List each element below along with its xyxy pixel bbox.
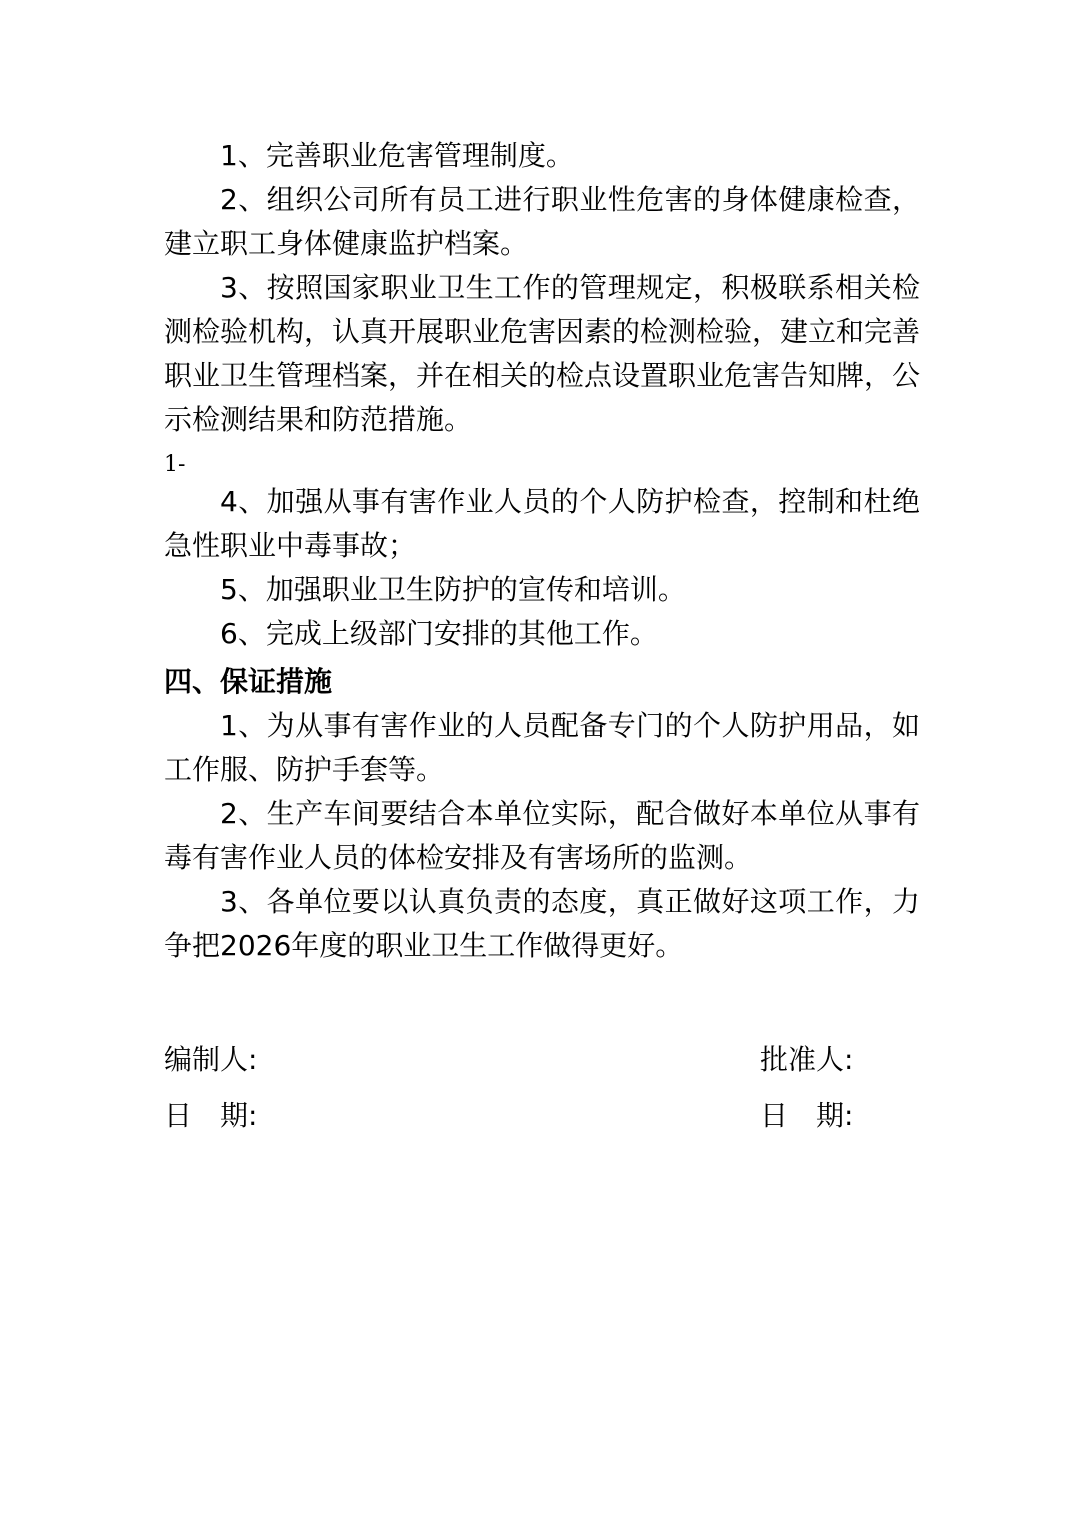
- item-3-1: 1、完善职业危害管理制度。: [220, 139, 574, 172]
- approver-label: 批准人:: [760, 1043, 854, 1076]
- item-4-1: 1、为从事有害作业的人员配备专门的个人防护用品，如工作服、防护手套等。: [164, 709, 920, 786]
- signature-row-people: [164, 1038, 920, 1082]
- document-body: [164, 134, 920, 968]
- item-3-6: 6、完成上级部门安排的其他工作。: [220, 617, 658, 650]
- date-char-ri: 日: [164, 1099, 193, 1132]
- section-heading-guarantee: 四、保证措施: [164, 665, 333, 698]
- item-4-2: 2、生产车间要结合本单位实际，配合做好本单位从事有毒有害作业人员的体检安排及有害场所的监测。: [164, 797, 920, 874]
- compiler-date-label: [164, 1094, 257, 1138]
- page-marker: 1-: [164, 452, 186, 477]
- item-3-5: 5、加强职业卫生防护的宣传和培训。: [220, 573, 686, 606]
- item-3-2: 2、组织公司所有员工进行职业性危害的身体健康检查，建立职工身体健康监护档案。: [164, 183, 920, 260]
- date-char-qi: 期:: [816, 1099, 854, 1132]
- date-char-qi: 期:: [220, 1099, 258, 1132]
- signature-row-dates: [164, 1094, 920, 1138]
- item-3-4: 4、加强从事有害作业人员的个人防护检查，控制和杜绝急性职业中毒事故；: [164, 485, 920, 562]
- approver-date-label: [760, 1094, 853, 1138]
- compiler-label: 编制人:: [164, 1043, 258, 1076]
- item-4-3: 3、各单位要以认真负责的态度，真正做好这项工作，力争把2026年度的职业卫生工作做得更好。: [164, 885, 920, 962]
- item-3-3: 3、按照国家职业卫生工作的管理规定，积极联系相关检测检验机构，认真开展职业危害因素的检测检验，建立和完善职业卫生管理档案，并在相关的检点设置职业危害告知牌，公示检测结果和防范措施。: [164, 271, 921, 436]
- date-char-ri: 日: [760, 1099, 789, 1132]
